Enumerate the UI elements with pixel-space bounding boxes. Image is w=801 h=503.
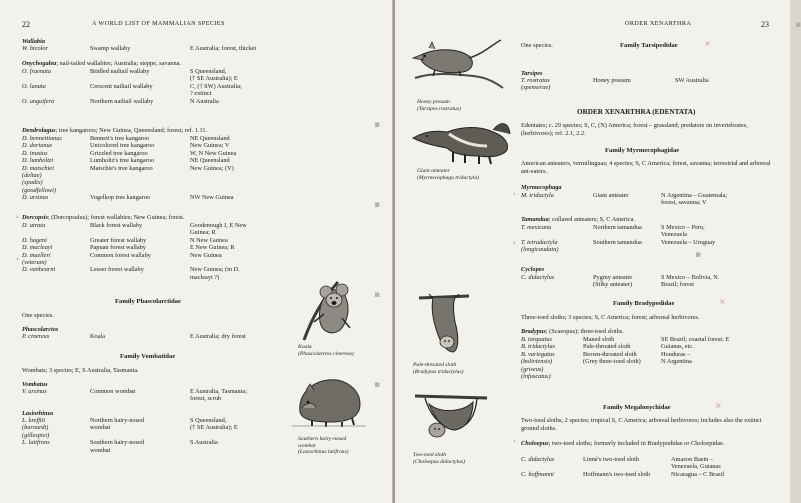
distribution: forest, scrub <box>190 395 222 403</box>
distribution: NE Queensland <box>190 157 230 165</box>
common-name: Koala <box>90 333 106 340</box>
genus-heading-line <box>22 127 207 134</box>
common-name: Matschie's tree kangaroo <box>90 164 153 172</box>
distribution: S Mexico – Bolivia, N <box>661 274 718 281</box>
common-name: Maned sloth <box>583 336 615 343</box>
family-intro: Three-toed sloths; 3 species; S, C America; forest; arboreal herbivores. <box>521 314 700 321</box>
running-head: A WORLD LIST OF MAMMALIAN SPECIES <box>92 20 225 27</box>
order-heading: ORDER XENARTHRA (EDENTATA) <box>577 108 696 116</box>
giant-anteater-illustration <box>413 116 511 166</box>
pencil-mark-icon: › <box>16 255 19 263</box>
distribution: Guinea; R <box>190 229 216 237</box>
caption-line: (Lasiorhinus latifrons) <box>298 449 349 455</box>
common-name: Northern tamandua <box>593 224 642 231</box>
common-name: Pygmy anteater <box>593 274 633 281</box>
common-name: wombat <box>90 446 111 454</box>
caption-line: Koala <box>298 344 312 350</box>
page-number: 23 <box>761 20 769 29</box>
common-name: Lesser forest wallaby <box>90 266 144 274</box>
order-intro: Edentates; c. 29 species; S, C, (N) America; forest – grassland; predators on invertebrates, (herbivores); ref. 2.1, 2.2. <box>521 122 748 137</box>
pink-cross-mark-icon: × <box>719 297 726 306</box>
common-name: Swamp wallaby <box>90 45 131 52</box>
distribution: New Guinea; (V) <box>190 164 234 172</box>
common-name: Common wombat <box>90 388 136 395</box>
common-name: Pale-throated sloth <box>583 343 631 351</box>
genus-heading-line <box>22 60 181 67</box>
distribution: SW Australia <box>675 77 709 84</box>
distribution: Venezuela <box>661 231 687 239</box>
species-name: L. krefftii <box>22 417 46 424</box>
genus-heading-line <box>22 214 184 221</box>
species-name: (infuscatus) <box>521 373 551 380</box>
family-intro: American anteaters, vermilinguas; 4 species; S, C America; forest, savanna; terrestrial and arboreal ant-eaters. <box>521 160 771 175</box>
caption-line: Southern hairy-nosed <box>298 436 347 442</box>
species-name: M. tridactyla <box>521 192 554 199</box>
left-page <box>0 0 393 503</box>
species-name: D. dorianus <box>22 142 53 150</box>
family-intro: Two-toed sloths; 2 species; tropical S, C America; arboreal herbivores; includes also the extinct ground sloths. <box>521 417 762 432</box>
species-name: D. vanheurni <box>22 266 56 274</box>
genus-name: Choloepus <box>521 440 549 447</box>
distribution: Nicaragua – C Brazil <box>671 470 725 478</box>
distribution: ? extinct <box>190 90 212 98</box>
species-name: (griseus) <box>521 365 544 373</box>
species-name: (deltae) <box>22 172 42 179</box>
distribution: New Guinea <box>190 251 222 259</box>
family-heading: Family Myrmecophagidae <box>605 147 680 154</box>
genus-heading: Phascolarctos <box>22 326 59 333</box>
genus-heading-line <box>521 440 771 448</box>
genus-description: ; (Scaeopus); three-toed sloths. <box>545 328 624 335</box>
genus-name: Dendrolagus <box>22 127 56 134</box>
species-name: D. lumholtzi <box>22 157 54 165</box>
distribution: E New Guinea; R <box>190 244 235 252</box>
family-heading: Family Vombatidae <box>120 353 176 360</box>
family-intro: One species. <box>22 312 54 319</box>
common-name: (Grey three-toed sloth) <box>583 358 641 366</box>
distribution: E Australia; dry forest <box>190 333 246 340</box>
species-name: L. latifrons <box>22 439 50 447</box>
species-name: B. torquatus <box>521 336 552 343</box>
genus-heading: Tarsipes <box>521 70 543 77</box>
running-head: ORDER XENARTHRA <box>625 20 692 27</box>
caption-line: wombat <box>298 442 316 449</box>
common-name: Giant anteater <box>593 192 629 199</box>
illustration-caption <box>413 362 464 375</box>
distribution: SE Brazil; coastal forest; E <box>661 336 730 343</box>
caption-line: Two-toed sloth <box>413 452 446 458</box>
page-number: 22 <box>22 20 30 29</box>
distribution: N Argentina <box>661 358 692 366</box>
distribution: E Australia; forest, thicket <box>190 45 257 52</box>
distribution: macleayi ?) <box>190 273 220 281</box>
distribution: NW New Guinea <box>190 194 234 202</box>
species-name: (veterum) <box>22 259 47 266</box>
species-name: (spenserae) <box>521 84 551 92</box>
stamp-mark-icon: ▪ <box>374 290 381 300</box>
common-name: Honey possum <box>593 77 631 84</box>
distribution: W, N New Guinea <box>190 149 237 157</box>
species-name: D. bennettianus <box>22 135 62 142</box>
caption-line: Honey possum <box>417 99 450 105</box>
illustration-caption <box>417 168 479 181</box>
illustration-caption <box>298 436 349 456</box>
distribution: E Australia, Tasmania; <box>190 388 247 395</box>
species-name: B. tridactylus <box>521 343 555 351</box>
stamp-mark-icon: ▪ <box>374 380 381 390</box>
genus-heading-line <box>521 216 635 223</box>
caption-line: (Myrmecophaga tridactyla) <box>417 174 479 181</box>
species-name: D. ursinus <box>22 194 49 202</box>
species-name: V. ursinus <box>22 388 47 395</box>
species-name: (spadix) <box>22 179 43 187</box>
stamp-mark-icon: ▪ <box>374 120 381 130</box>
distribution: S Queensland, <box>190 417 227 424</box>
species-name: D. macleayi <box>22 244 53 252</box>
distribution: Brazil; forest <box>661 281 695 289</box>
common-name: Lumholtz's tree kangaroo <box>90 157 155 165</box>
stamp-mark-icon: ▪ <box>695 250 702 260</box>
species-name: P. cinereus <box>22 333 50 340</box>
family-intro: One species. <box>521 42 553 49</box>
distribution: Honduras – <box>661 350 691 358</box>
species-name: T. rostratus <box>521 77 550 84</box>
species-name: W. bicolor <box>22 45 49 52</box>
common-name: Southern hairy-nosed <box>90 439 145 447</box>
pencil-mark-icon: › <box>513 190 516 198</box>
species-name: T. tetradactyla <box>521 238 558 246</box>
distribution: New Guinea; V <box>190 142 230 150</box>
distribution: Amazon Basin – <box>671 456 713 463</box>
distribution: S Australia <box>190 439 218 447</box>
illustration-caption <box>298 344 354 357</box>
common-name: Northern hairy-nosed <box>90 417 145 424</box>
species-name: D. atrata <box>22 222 46 229</box>
family-heading: Family Megalonychidae <box>603 404 671 411</box>
genus-description: ; two-toed sloths; formerly included in Bradypodidae or Choloepidae. <box>548 440 725 447</box>
pencil-mark-icon: › <box>513 239 516 247</box>
distribution: forest, savanna; V <box>661 199 707 207</box>
genus-name: Dorcopsis <box>22 214 48 221</box>
stamp-mark-icon: ▪ <box>795 20 801 30</box>
species-name: (gillespiei) <box>22 431 50 439</box>
family-intro: Wombats; 3 species; E, S Australia, Tasmania. <box>22 367 139 374</box>
common-name: Greater forest wallaby <box>90 236 147 244</box>
species-name: T. mexicana <box>521 224 552 231</box>
distribution: N Argentina – Guatemala; <box>661 192 728 199</box>
pale-throated-sloth-illustration <box>419 292 469 358</box>
distribution: Goodenough I, E New <box>190 222 247 229</box>
family-heading: Family Phascolarctidae <box>115 298 181 305</box>
common-name: Brown-throated sloth <box>583 350 637 358</box>
pink-cross-mark-icon: × <box>715 401 722 410</box>
family-heading: Family Tarsipedidae <box>620 42 678 49</box>
distribution: New Guinea; (in D. <box>190 266 240 274</box>
distribution: N New Guinea <box>190 236 228 244</box>
species-name: (boliviensis) <box>521 358 553 366</box>
species-name: B. variegatus <box>521 350 555 358</box>
pencil-mark-icon: › <box>16 213 19 221</box>
common-name: wombat <box>90 424 111 432</box>
genus-heading: Myrmecophaga <box>521 184 562 191</box>
genus-heading: Cyclopes <box>521 266 545 273</box>
common-name: Linné's two-toed sloth <box>583 456 640 463</box>
illustration-caption <box>413 452 465 465</box>
common-name: Bridled nailtail wallaby <box>90 68 150 75</box>
two-toed-sloth-illustration <box>415 390 487 448</box>
distribution: C, († SW) Australia; <box>190 82 242 90</box>
genus-description: ; (Dorcopsulus); forest wallabies; New Guinea; forest. <box>47 214 185 221</box>
distribution: († SE Australia); E <box>190 75 238 83</box>
genus-name: Tamandua <box>521 216 549 223</box>
distribution: S Queensland, <box>190 68 227 75</box>
genus-heading-line <box>521 328 624 335</box>
common-name: Common forest wallaby <box>90 251 151 259</box>
species-name: D. hageni <box>22 236 47 244</box>
distribution: S Mexico – Peru, <box>661 224 705 231</box>
genus-description: ; tree kangaroos; New Guinea, Queensland; forest; ref. 1.11. <box>55 127 208 134</box>
common-name: Bennett's tree kangaroo <box>90 135 150 142</box>
pink-cross-mark-icon: × <box>704 39 711 48</box>
caption-line: (Phascolarctos cinereus) <box>298 350 354 357</box>
common-name: Southern tamandua <box>593 238 642 246</box>
distribution: N Australia <box>190 97 219 105</box>
caption-line: Giant anteater <box>417 168 450 174</box>
genus-heading: Vombatus <box>22 381 48 388</box>
common-name: Hoffmann's two-toed sloth <box>583 470 651 478</box>
species-name: O. fraenata <box>22 68 52 75</box>
species-name: (longicaudata) <box>521 246 559 254</box>
species-name: (barnardi) <box>22 424 49 432</box>
family-heading: Family Bradypodidae <box>613 300 675 307</box>
wombat-illustration <box>292 372 366 428</box>
genus-description: ; collared anteaters; S, C America. <box>548 216 635 223</box>
common-name: Papuan forest wallaby <box>90 244 146 252</box>
distribution: Venezuela – Uruguay <box>661 238 716 246</box>
distribution: Guianas, etc. <box>661 343 694 351</box>
genus-heading: Wallabia <box>22 38 45 45</box>
distribution: († SE Australia); E <box>190 424 238 432</box>
caption-line: (Bradypus tridactylus) <box>413 368 464 375</box>
species-name: O. unguifera <box>22 97 55 105</box>
genus-heading: Lasiorhinus <box>22 410 54 417</box>
common-name: Northern nailtail wallaby <box>90 97 154 105</box>
species-name: D. matschiei <box>22 164 54 172</box>
genus-name: Bradypus <box>521 328 546 335</box>
koala-illustration <box>298 278 364 342</box>
species-name: C. didactylus <box>521 274 555 281</box>
caption-line: Pale-throated sloth <box>413 362 457 368</box>
species-name: C. didactylus <box>521 456 555 463</box>
common-name: Grizzled tree kangaroo <box>90 149 148 157</box>
right-page <box>395 0 801 503</box>
species-name: (goodfellowi) <box>22 186 56 194</box>
illustration-caption <box>417 99 461 112</box>
species-name: D. muelleri <box>22 251 51 259</box>
species-name: C. hoffmanni <box>521 470 554 478</box>
species-name: D. inustus <box>22 149 48 157</box>
common-name: Vogelkop tree kangaroo <box>90 194 151 202</box>
common-name: Crescent nailtail wallaby <box>90 82 153 90</box>
common-name: Black forest wallaby <box>90 222 143 229</box>
common-name: Unicolored tree kangaroo <box>90 142 155 150</box>
species-name: O. lunata <box>22 82 46 90</box>
distribution: NE Queensland <box>190 135 230 142</box>
genus-description: ; nail-tailed wallabies; Australia; steppe, savanna. <box>56 60 181 67</box>
common-name: (Silky anteater) <box>593 281 632 289</box>
honey-possum-illustration <box>413 38 505 94</box>
pencil-mark-icon: › <box>513 437 516 445</box>
caption-line: (Tarsipes rostratus) <box>417 105 461 112</box>
stamp-mark-icon: ▪ <box>374 200 381 210</box>
caption-line: (Choloepus didactylus) <box>413 458 466 465</box>
genus-name: Onychogalea <box>22 60 57 67</box>
distribution: Venezuela, Guianas <box>671 463 721 471</box>
